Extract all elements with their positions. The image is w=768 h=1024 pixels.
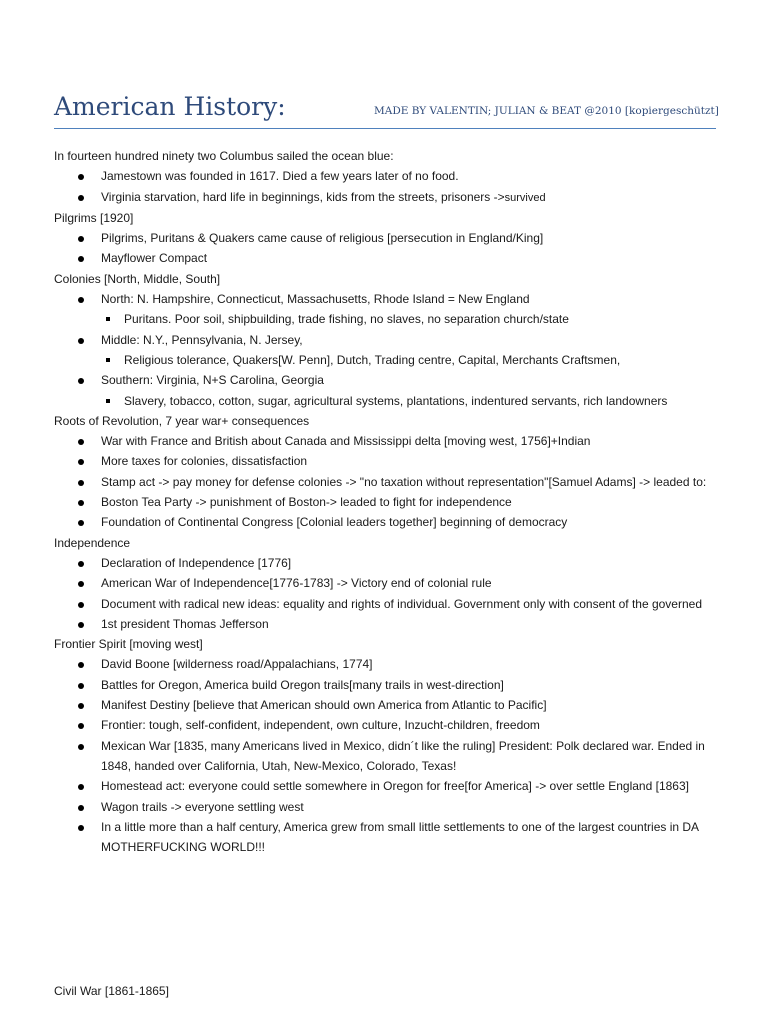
section-heading-columbus: In fourteen hundred ninety two Columbus sailed the ocean blue: xyxy=(54,149,394,163)
list-item-note: survived xyxy=(504,191,546,204)
columbus-list xyxy=(54,166,714,208)
section-heading-independence: Independence xyxy=(54,535,131,550)
author-credit: MADE BY VALENTIN; JULIAN & BEAT @2010 [kopiergeschützt] xyxy=(374,105,719,117)
middle-sublist xyxy=(101,350,714,370)
list-item-southern xyxy=(54,370,714,411)
list-item: Declaration of Independence [1776] xyxy=(54,553,714,573)
north-sublist xyxy=(101,309,714,329)
document-title: American History: xyxy=(54,92,286,121)
list-item: American War of Independence[1776-1783] -> Victory end of colonial rule xyxy=(54,573,714,593)
list-item: Foundation of Continental Congress [Colonial leaders together] beginning of democracy xyxy=(54,512,714,532)
list-item: David Boone [wilderness road/Appalachians, 1774] xyxy=(54,654,714,674)
list-item: Homestead act: everyone could settle somewhere in Oregon for free[for America] -> over settle England [1863] xyxy=(54,776,714,796)
list-item: Frontier: tough, self-confident, independent, own culture, Inzucht-children, freedom xyxy=(54,715,714,735)
list-item: Jamestown was founded in 1617. Died a few years later of no food. xyxy=(54,166,714,186)
list-item-text: North: N. Hampshire, Connecticut, Massachusetts, Rhode Island = New England xyxy=(101,292,530,307)
list-item-middle xyxy=(54,330,714,371)
list-item: Pilgrims, Puritans & Quakers came cause of religious [persecution in England/King] xyxy=(54,228,714,248)
colonies-list xyxy=(54,289,714,411)
list-item: Stamp act -> pay money for defense colonies -> "no taxation without representation"[Samuel Adams] -> leaded to: xyxy=(54,472,714,492)
list-item-text: Virginia starvation, hard life in beginnings, kids from the streets, prisoners -> xyxy=(101,189,505,204)
list-item xyxy=(54,187,714,208)
sublist-item: Religious tolerance, Quakers[W. Penn], Dutch, Trading centre, Capital, Merchants Craftsmen, xyxy=(101,350,714,370)
section-heading-frontier: Frontier Spirit [moving west] xyxy=(54,637,203,652)
pilgrims-list xyxy=(54,228,714,269)
list-item-text: Middle: N.Y., Pennsylvania, N. Jersey, xyxy=(101,332,303,347)
frontier-list xyxy=(54,654,714,857)
list-item: Wagon trails -> everyone settling west xyxy=(54,797,714,817)
section-heading-roots: Roots of Revolution, 7 year war+ consequences xyxy=(54,413,310,428)
list-item: Manifest Destiny [believe that American should own America from Atlantic to Pacific] xyxy=(54,695,714,715)
southern-sublist xyxy=(101,391,714,411)
section-heading-pilgrims: Pilgrims [1920] xyxy=(54,210,134,225)
document-header xyxy=(54,92,719,129)
list-item: In a little more than a half century, America grew from small little settlements to one of the largest countries in DA MOTHERFUCKING WORLD!!! xyxy=(54,817,714,858)
list-item: War with France and British about Canada and Mississippi delta [moving west, 1756]+Indian xyxy=(54,431,714,451)
section-heading-civil-war: Civil War [1861-1865] xyxy=(54,984,169,998)
sublist-item: Puritans. Poor soil, shipbuilding, trade fishing, no slaves, no separation church/state xyxy=(101,309,714,329)
roots-list xyxy=(54,431,714,532)
list-item: More taxes for colonies, dissatisfaction xyxy=(54,451,714,471)
list-item: Mexican War [1835, many Americans lived in Mexico, didn´t like the ruling] President: Polk declared war. Ended in 1848, handed over California, Utah, New-Mexico, Colorado, Texas! xyxy=(54,736,714,777)
document-body xyxy=(54,146,714,857)
list-item: Battles for Oregon, America build Oregon trails[many trails in west-direction] xyxy=(54,675,714,695)
list-item: Document with radical new ideas: equality and rights of individual. Government only with consent of the governed xyxy=(54,594,714,614)
section-heading-colonies: Colonies [North, Middle, South] xyxy=(54,271,221,286)
list-item-text: Southern: Virginia, N+S Carolina, Georgia xyxy=(101,373,324,388)
list-item: Boston Tea Party -> punishment of Boston-> leaded to fight for independence xyxy=(54,492,714,512)
list-item: 1st president Thomas Jefferson xyxy=(54,614,714,634)
independence-list xyxy=(54,553,714,634)
sublist-item: Slavery, tobacco, cotton, sugar, agricultural systems, plantations, indentured servants, rich landowners xyxy=(101,391,714,411)
list-item: Mayflower Compact xyxy=(54,248,714,268)
list-item-north xyxy=(54,289,714,330)
